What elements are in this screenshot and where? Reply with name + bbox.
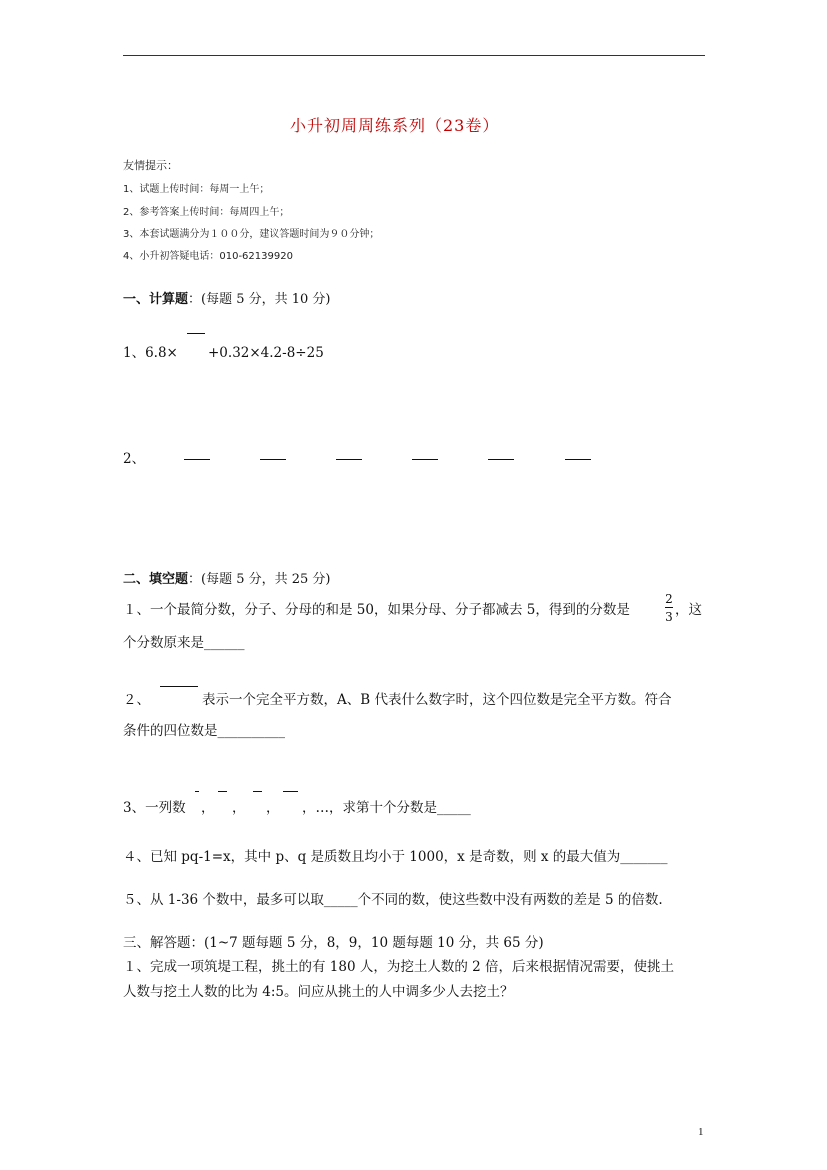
s2-q1-fraction-bar xyxy=(665,607,673,608)
s2-q1-line2: 个分数原来是______ xyxy=(123,635,245,651)
section1-heading-bold: 一、计算题 xyxy=(123,292,189,307)
fraction-bar xyxy=(260,459,286,460)
q3-fraction-mark xyxy=(195,791,199,792)
s2-q1-fraction-den: 3 xyxy=(665,610,673,624)
section2-heading-bold: 二、填空题 xyxy=(123,572,189,587)
s1-q1-suffix: +0.32×4.2-8÷25 xyxy=(208,345,324,361)
s3-q1-line2: 人数与挖土人数的比为 4:5。问应从挑土的人中调多少人去挖土？ xyxy=(123,984,514,1000)
fraction-bar xyxy=(336,459,362,460)
fraction-bar xyxy=(488,459,514,460)
header-rule xyxy=(123,55,705,56)
fraction-bar xyxy=(565,459,591,460)
fraction-bar xyxy=(184,459,210,460)
q3-fraction-mark xyxy=(253,791,262,792)
fraction-bar xyxy=(412,459,438,460)
s2-q1-fraction-num: 2 xyxy=(665,592,673,606)
s2-q4-text: ４、已知 pq-1=x，其中 p、q 是质数且均小于 1000，x 是奇数，则 x 的最大值为_______ xyxy=(123,849,668,865)
s1-q2-prefix: 2、 xyxy=(123,451,146,467)
section2-heading-rest: ：(每题 5 分，共 25 分) xyxy=(188,572,331,587)
section3-heading: 三、解答题：(1~7 题每题 5 分，8，9，10 题每题 10 分，共 65 分) xyxy=(123,935,544,951)
s2-q5-text: ５、从 1-36 个数中，最多可以取_____个不同的数，使这些数中没有两数的差是 5 的倍数. xyxy=(123,892,663,908)
s2-q3-end: ，…，求第十个分数是_____ xyxy=(302,800,471,816)
s2-q2-line2: 条件的四位数是__________ xyxy=(123,723,285,739)
page-number: 1 xyxy=(698,1126,704,1138)
tip-item: 1、试题上传时间：每周一上午； xyxy=(123,184,270,195)
s2-q1-line1-end: ，这 xyxy=(675,602,702,618)
s2-q2-prefix: ２、 xyxy=(123,692,150,708)
tip-item: 3、本套试题满分为１００分，建议答题时间为９０分钟； xyxy=(123,229,380,240)
section2-heading xyxy=(123,568,331,587)
tips-heading: 友情提示： xyxy=(123,159,178,172)
s2-q3-sep: ， xyxy=(266,800,280,816)
s2-q2-overline xyxy=(160,686,198,687)
q3-fraction-mark xyxy=(218,791,227,792)
section1-heading-rest: ：(每题 5 分，共 10 分) xyxy=(188,292,331,307)
s2-q3-sep: ， xyxy=(232,800,246,816)
tip-item: 4、小升初答疑电话：010-62139920 xyxy=(123,251,293,262)
s2-q2-text: 表示一个完全平方数，A、B 代表什么数字时，这个四位数是完全平方数。符合 xyxy=(202,692,672,708)
q1-overline-mark xyxy=(187,333,205,334)
q3-fraction-mark xyxy=(283,791,298,792)
s1-q1-prefix: 1、6.8× xyxy=(123,345,178,361)
tip-item: 2、参考答案上传时间：每周四上午； xyxy=(123,207,290,218)
s3-q1-line1: １、完成一项筑堤工程，挑土的有 180 人，为挖土人数的 2 倍，后来根据情况需要，使挑土 xyxy=(123,959,675,975)
s2-q3-text: 3、一列数 xyxy=(123,800,186,816)
page-title: 小升初周周练系列（23卷） xyxy=(290,116,500,135)
s2-q3-sep: ， xyxy=(201,800,215,816)
section1-heading xyxy=(123,288,331,307)
s2-q1-line1: １、一个最简分数，分子、分母的和是 50，如果分母、分子都减去 5，得到的分数是 xyxy=(123,602,630,618)
